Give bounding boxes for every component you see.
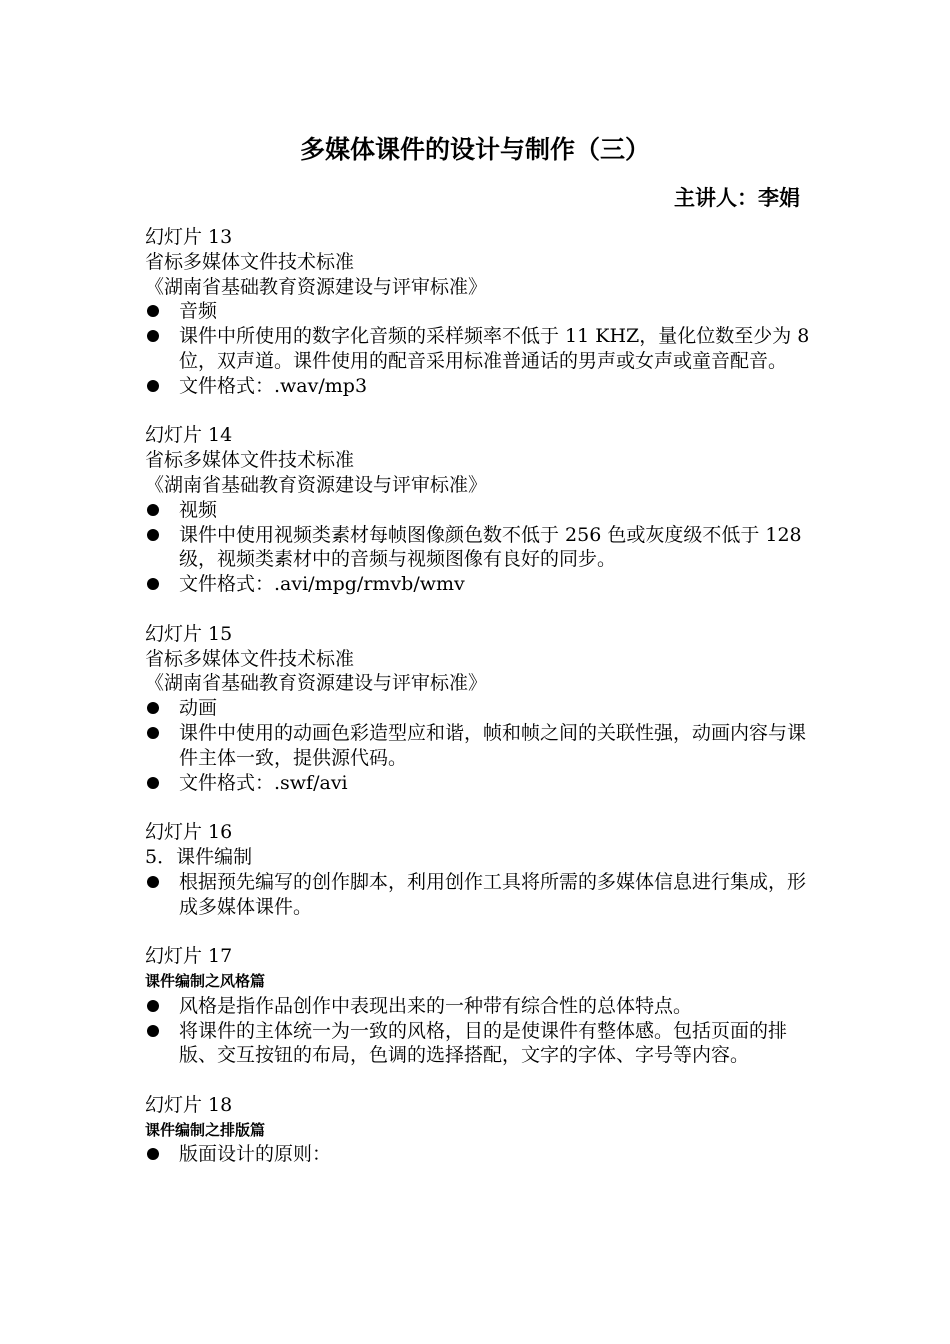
bullet-item [145, 1019, 810, 1069]
slide-number: 幻灯片 15 [145, 622, 233, 645]
bullet-dot-icon [147, 702, 159, 714]
bullet-text: 文件格式：.avi/mpg/rmvb/wmv [179, 573, 465, 596]
bullet-dot-icon [147, 380, 159, 392]
bullet-text: 风格是指作品创作中表现出来的一种带有综合性的总体特点。 [179, 994, 693, 1017]
bullet-dot-icon [147, 727, 159, 739]
slide-text-line: 5．课件编制 [145, 845, 253, 868]
slide-text-line: 《湖南省基础教育资源建设与评审标准》 [145, 672, 488, 695]
bullet-dot-icon [147, 504, 159, 516]
bullet-item [145, 498, 810, 523]
bullet-text: 课件中使用的动画色彩造型应和谐，帧和帧之间的关联性强，动画内容与课件主体一致，提供源代码。 [179, 721, 807, 769]
slide-number: 幻灯片 13 [145, 226, 233, 248]
bullet-text: 文件格式：.wav/mp3 [179, 374, 368, 397]
bullet-item [145, 374, 810, 399]
author-line: 主讲人：李娟 [674, 186, 800, 210]
bullet-item [145, 324, 810, 374]
bullet-item [145, 994, 810, 1019]
slide-text-line: 《湖南省基础教育资源建设与评审标准》 [145, 473, 488, 496]
slide-number: 幻灯片 17 [145, 945, 233, 968]
bullet-dot-icon [147, 305, 159, 317]
bullet-text: 音频 [179, 300, 218, 323]
bullet-text: 文件格式：.swf/avi [179, 771, 348, 794]
slide-subtitle: 课件编制之风格篇 [145, 971, 266, 990]
slide-text-line: 省标多媒体文件技术标准 [145, 250, 355, 273]
slide-section [145, 423, 810, 597]
bullet-text: 根据预先编写的创作脚本，利用创作工具将所需的多媒体信息进行集成，形成多媒体课件。 [179, 870, 807, 918]
bullet-text: 课件中所使用的数字化音频的采样频率不低于 11 KHZ，量化位数至少为 8 位，双声道。课件使用的配音采用标准普通话的男声或女声或童音配音。 [179, 325, 810, 372]
bullet-item [145, 523, 810, 573]
bullet-item [145, 870, 810, 920]
bullet-dot-icon [147, 529, 159, 541]
bullet-dot-icon [147, 330, 159, 342]
slide-text-line: 省标多媒体文件技术标准 [145, 449, 355, 472]
bullet-dot-icon [147, 1148, 159, 1160]
slide-section [145, 622, 810, 796]
slide-section [145, 225, 810, 399]
bullet-text: 课件中使用视频类素材每帧图像颜色数不低于 256 色或灰度级不低于 128 级，视频类素材中的音频与视频图像有良好的同步。 [179, 523, 802, 571]
slide-number: 幻灯片 16 [145, 821, 233, 844]
slide-number: 幻灯片 14 [145, 424, 233, 447]
bullet-text: 视频 [179, 498, 218, 521]
document-body [145, 225, 810, 1192]
bullet-dot-icon [147, 578, 159, 590]
bullet-item [145, 299, 810, 324]
bullet-dot-icon [147, 876, 159, 888]
slide-number: 幻灯片 18 [145, 1093, 233, 1116]
slide-text-line: 省标多媒体文件技术标准 [145, 647, 355, 670]
page-title: 多媒体课件的设计与制作（三） [299, 135, 650, 164]
slide-section [145, 820, 810, 919]
bullet-text: 动画 [179, 697, 218, 720]
bullet-dot-icon [147, 1025, 159, 1037]
bullet-dot-icon [147, 1000, 159, 1012]
slide-section [145, 944, 810, 1068]
bullet-text: 将课件的主体统一为一致的风格，目的是使课件有整体感。包括页面的排版、交互按钮的布局，色调的选择搭配，文字的字体、字号等内容。 [179, 1019, 788, 1067]
slide-section [145, 1093, 810, 1167]
slide-text-line: 《湖南省基础教育资源建设与评审标准》 [145, 275, 488, 298]
bullet-item [145, 1142, 810, 1167]
bullet-item [145, 696, 810, 721]
bullet-item [145, 771, 810, 796]
bullet-item [145, 721, 810, 771]
bullet-dot-icon [147, 777, 159, 789]
bullet-item [145, 572, 810, 597]
slide-subtitle: 课件编制之排版篇 [145, 1120, 266, 1139]
bullet-text: 版面设计的原则： [179, 1143, 332, 1166]
